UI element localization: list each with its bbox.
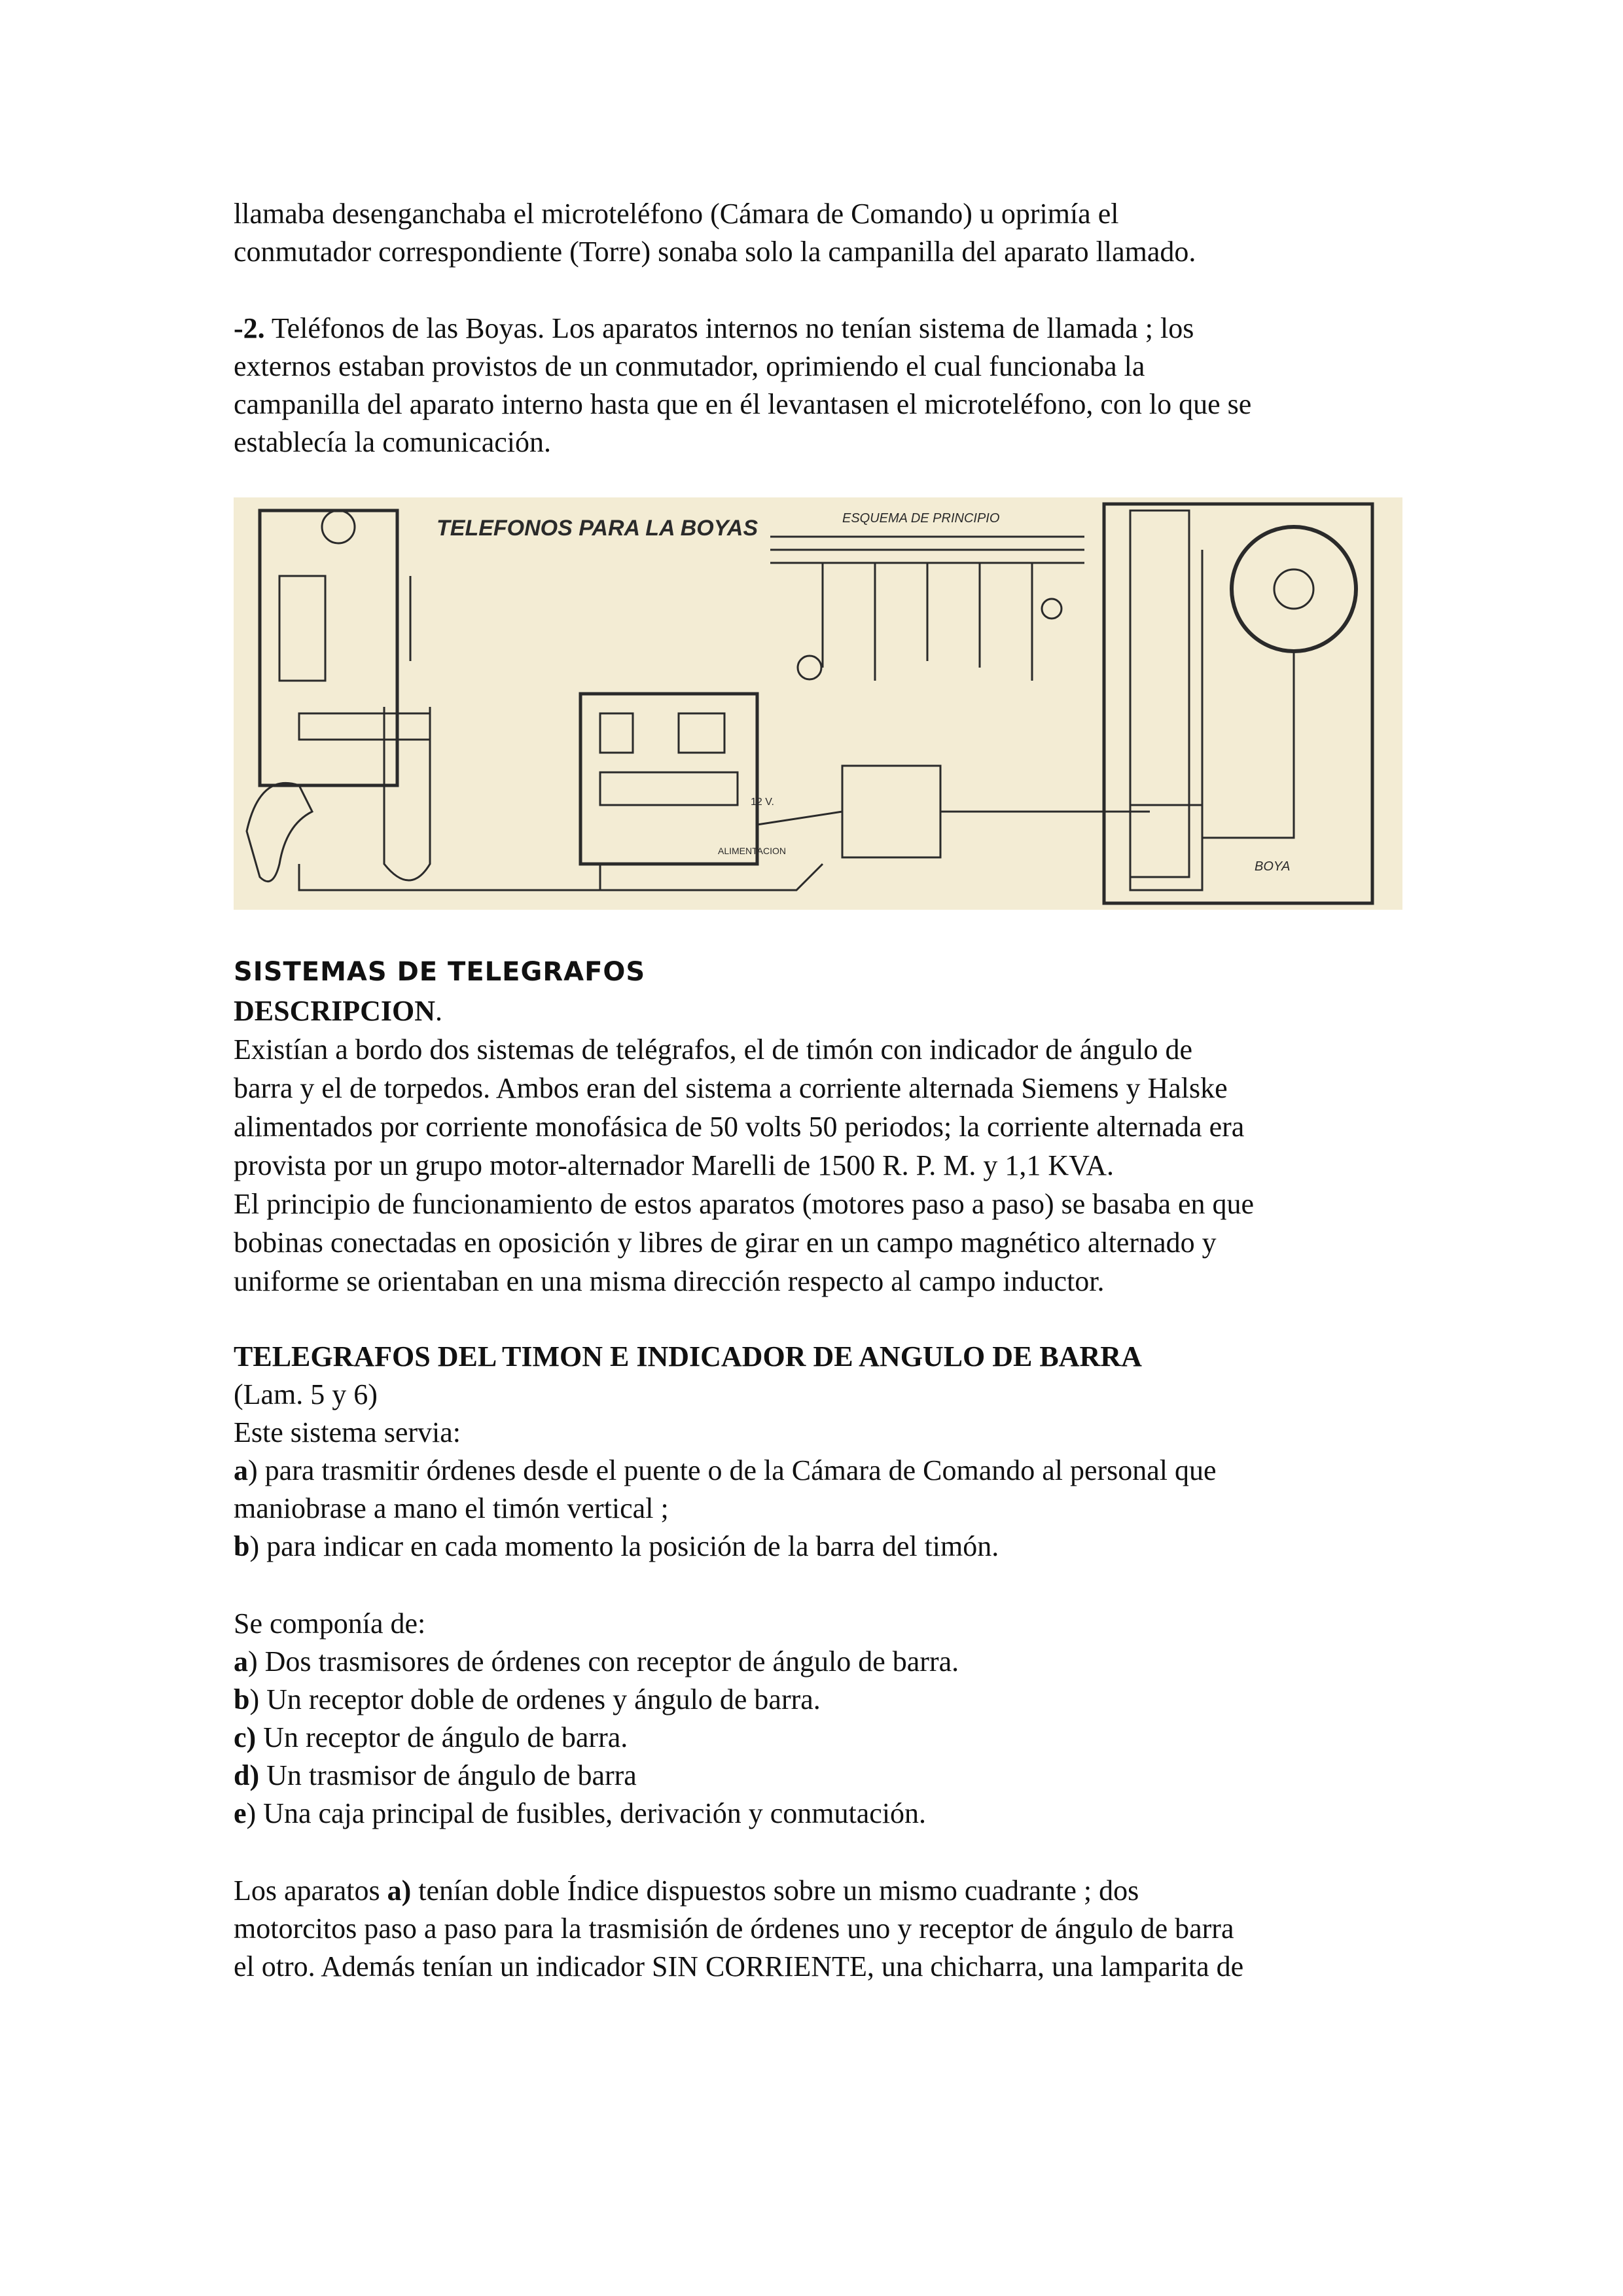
paragraph-line: uniforme se orientaban en una misma dirección respecto al campo inductor. [234, 1265, 1105, 1297]
section-heading: SISTEMAS DE TELEGRAFOS [234, 957, 646, 987]
section-2-text: Teléfonos de las Boyas. Los aparatos internos no tenían sistema de llamada ; los [264, 312, 1194, 344]
paragraph-line: establecía la comunicación. [234, 426, 551, 458]
text: tenían doble Índice dispuestos sobre un mismo cuadrante ; dos [411, 1874, 1139, 1907]
list-item [234, 1452, 1405, 1490]
list-text: ) Una caja principal de fusibles, derivación y conmutación. [246, 1797, 927, 1829]
list-key: c) [234, 1721, 257, 1753]
section-heading: TELEGRAFOS DEL TIMON E INDICADOR DE ANGULO DE BARRA [234, 1340, 1142, 1372]
buoy-dial-center [1274, 569, 1313, 609]
list-key: b [234, 1530, 250, 1562]
subheading-text: DESCRIPCION [234, 995, 436, 1027]
subheading [234, 992, 1405, 1030]
paragraph-line: barra y el de torpedos. Ambos eran del sistema a corriente alternada Siemens y Halske [234, 1072, 1228, 1104]
feed-label: ALIMENTACION [718, 846, 786, 856]
figure-title: TELEFONOS PARA LA BOYAS [437, 516, 758, 541]
paragraph-line: bobinas conectadas en oposición y libres de girar en un campo magnético alternado y [234, 1227, 1217, 1259]
schematic-lamp [798, 656, 821, 679]
connector-cable [757, 812, 1150, 825]
list-text: ) para trasmitir órdenes desde el puente o de la Cámara de Comando al personal que [248, 1454, 1217, 1486]
buoy-telephone-diagram [234, 497, 1402, 910]
paragraph-line: conmutador correspondiente (Torre) sonaba solo la campanilla del aparato llamado. [234, 236, 1196, 268]
left-terminal-strip [299, 713, 430, 740]
diagram-svg [234, 497, 1402, 910]
list-text: ) para indicar en cada momento la posición de la barra del timón. [249, 1530, 999, 1562]
paragraph-line: provista por un grupo motor-alternador Marelli de 1500 R. P. M. y 1,1 KVA. [234, 1149, 1115, 1181]
buoy-dial [1232, 527, 1356, 651]
left-phone-coil [279, 576, 325, 681]
left-handset [247, 783, 312, 881]
list-item [234, 1757, 1405, 1795]
subheading-period: . [435, 995, 443, 1027]
paragraph-line: llamaba desenganchaba el microteléfono (Cámara de Comando) u oprimía el [234, 198, 1119, 230]
section-2-line [234, 310, 1405, 348]
paragraph-line: motorcitos paso a paso para la trasmisión de órdenes uno y receptor de ángulo de barra [234, 1912, 1234, 1945]
list-item [234, 1528, 1405, 1566]
list-key: d) [234, 1759, 260, 1791]
paragraph-line: el otro. Además tenían un indicador SIN CORRIENTE, una chicharra, una lamparita de [234, 1950, 1244, 1982]
schematic-bus [770, 537, 1084, 563]
paragraph-line: Existían a bordo dos sistemas de telégrafos, el de timón con indicador de ángulo de [234, 1033, 1193, 1066]
paragraph-line: El principio de funcionamiento de estos aparatos (motores paso a paso) se basaba en que [234, 1188, 1255, 1220]
list-key: e [234, 1797, 247, 1829]
junction-fuses [679, 713, 724, 753]
paragraph-line: campanilla del aparato interno hasta que en él levantasen el microteléfono, con lo que se [234, 388, 1252, 420]
schematic-label: ESQUEMA DE PRINCIPIO [842, 511, 1000, 526]
paragraph-line: externos estaban provistos de un conmutador, oprimiendo el cual funcionaba la [234, 350, 1145, 382]
list-key: b [234, 1683, 250, 1715]
section-number: -2. [234, 312, 265, 344]
left-bell [322, 511, 355, 543]
list-item [234, 1795, 1405, 1833]
list-item [234, 1681, 1405, 1719]
paragraph-line: Se componía de: [234, 1607, 426, 1640]
list-text: Un trasmisor de ángulo de barra [259, 1759, 637, 1791]
buoy-wires [1189, 550, 1294, 864]
text: Los aparatos [234, 1874, 387, 1907]
junction-box [580, 694, 757, 864]
list-text: Un receptor de ángulo de barra. [256, 1721, 628, 1753]
schematic-bell [1042, 599, 1061, 619]
junction-terminals [600, 772, 738, 805]
list-text: ) Un receptor doble de ordenes y ángulo de barra. [249, 1683, 821, 1715]
buoy-label: BOYA [1255, 859, 1291, 874]
reference: (Lam. 5 y 6) [234, 1378, 378, 1410]
junction-relay [600, 713, 633, 753]
paragraph-line [234, 1872, 1405, 1910]
voltage-label: 12 V. [751, 797, 774, 808]
lower-cable [299, 864, 823, 890]
list-item [234, 1643, 1405, 1681]
paragraph-line: Este sistema servia: [234, 1416, 461, 1448]
list-text: ) Dos trasmisores de órdenes con receptor de ángulo de barra. [248, 1645, 959, 1677]
list-key: a [234, 1454, 248, 1486]
list-key: a [234, 1645, 248, 1677]
list-item [234, 1719, 1405, 1757]
paragraph-line: maniobrase a mano el timón vertical ; [234, 1492, 669, 1524]
inline-key: a) [387, 1874, 412, 1907]
paragraph-line: alimentados por corriente monofásica de 50 volts 50 periodos; la corriente alternada era [234, 1111, 1245, 1143]
left-u-tube [384, 707, 430, 880]
schematic-drops [823, 563, 1032, 681]
buoy-column [1130, 511, 1189, 877]
connector-block [842, 766, 940, 857]
